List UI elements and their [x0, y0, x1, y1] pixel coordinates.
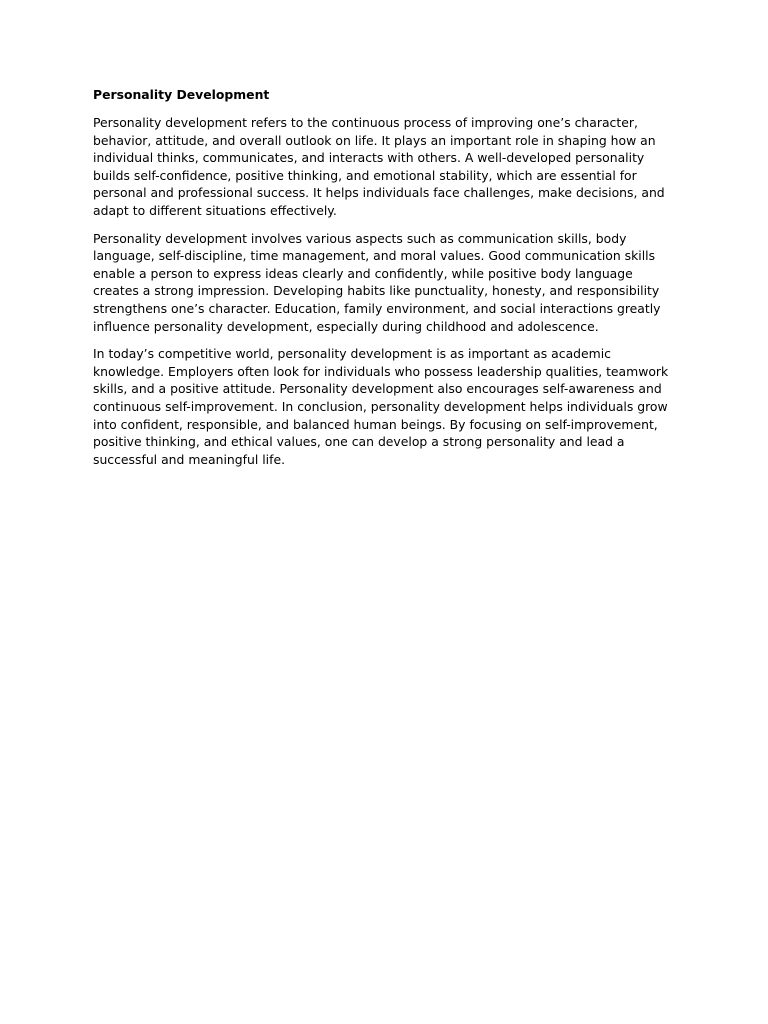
paragraph-3: In today’s competitive world, personality development is as important as academic knowledge. Employers often look for individuals who possess leadership qualities, teamwork skills, and a positive attitude. Personality development also encourages self-awareness and continuous self-improvement. In conclusion, personality development helps individuals grow into confident, responsible, and balanced human beings. By focusing on self-improvement, positive thinking, and ethical values, one can develop a strong personality and lead a successful and meaningful life. — [93, 346, 669, 467]
document-body — [93, 86, 679, 478]
paragraph-1: Personality development refers to the continuous process of improving one’s character, behavior, attitude, and overall outlook on life. It plays an important role in shaping how an individual thinks, communicates, and interacts with others. A well-developed personality builds self-confidence, positive thinking, and emotional stability, which are essential for personal and professional success. It helps individuals face challenges, make decisions, and adapt to different situations effectively. — [93, 115, 665, 218]
paragraph-2: Personality development involves various aspects such as communication skills, body language, self-discipline, time management, and moral values. Good communication skills enable a person to express ideas clearly and confidently, while positive body language creates a strong impression. Developing habits like punctuality, honesty, and responsibility strengthens one’s character. Education, family environment, and social interactions greatly influence personality development, especially during childhood and adolescence. — [93, 230, 661, 334]
document-title: Personality Development — [93, 87, 270, 102]
